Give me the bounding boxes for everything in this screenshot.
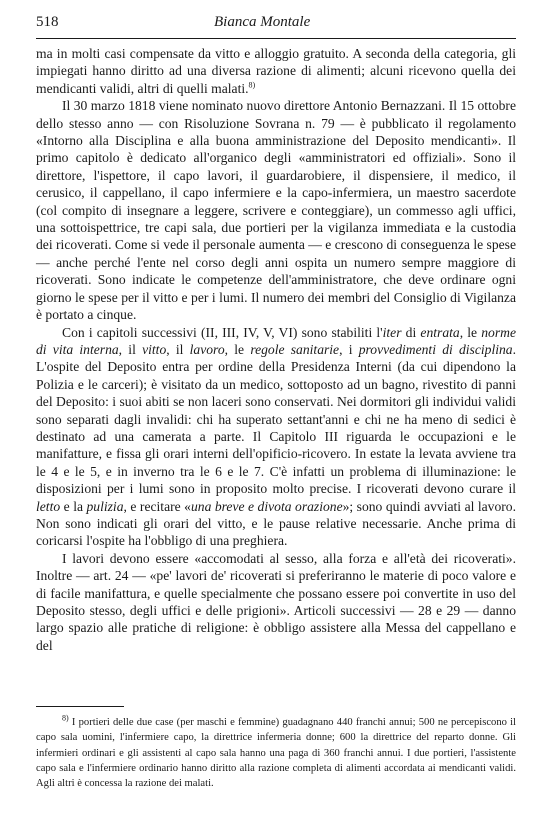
p3-segment: , le bbox=[224, 341, 251, 357]
p3-segment: e la bbox=[60, 498, 87, 514]
page-number: 518 bbox=[36, 14, 59, 30]
paragraph-3 bbox=[36, 324, 516, 550]
footnote-text: I portieri delle due case (per maschi e femmine) guadagnano 440 franchi annui; 500 ne percepiscono il capo sala uomini, l'infermiere capo, la direttrice infermeria donne; 600 la direttrice del reparto donne. Gli infermieri ordinari e gli assistenti al capo sala hanno una paga di 360 franchi annui. I due portieri, l'assistente capo sala e l'infermiere ordinario hanno diritto alla razione completa di alimenti accordata ai mendicanti validi. Agli altri è concessa la razione dei malati. bbox=[36, 717, 516, 790]
p3-segment: , il bbox=[166, 341, 190, 357]
p3-italic-segment: letto bbox=[36, 498, 61, 514]
p3-segment: , e recitare « bbox=[123, 498, 191, 514]
body-text bbox=[36, 45, 516, 654]
p3-italic-segment: una breve e divota orazione bbox=[190, 498, 343, 514]
p3-segment: . L'ospite del Deposito entra per ordine della Presidenza Interni (da cui dipendono la Polizia e le carceri); è visitato da un medico, sottoposto ad un bagno, rivestito di panni del Deposito: i suoi abiti se non laceri sono conservati. Nei dormitori gli individui validi sono separati dagli invalidi: chi ha superato settant'anni e chi ne ha meno di sedici è destinato ad una camerata a parte. Il Capitolo III riguarda le occupazioni e le manifatture, e fissa gli orari interni dell'opificio-ricovero. In estate la levata avviene tra le 4 e le 5, e in inverno tra le 6 e le 7. C'è infatti un problema di illuminazione: le disposizioni per i lumi sono in proposito molto precise. I ricoverati devono curare il bbox=[36, 341, 517, 497]
footnote-marker: 8) bbox=[62, 713, 69, 723]
footnote-reference: 8) bbox=[248, 80, 256, 90]
p3-italic-segment: vitto bbox=[142, 341, 167, 357]
footnote bbox=[36, 715, 516, 791]
p3-italic-segment: iter bbox=[382, 324, 402, 340]
p3-italic-segment: norme di vita interna bbox=[36, 324, 516, 357]
p3-segment: di bbox=[401, 324, 421, 340]
running-head bbox=[36, 14, 516, 36]
p3-segment: , i bbox=[339, 341, 359, 357]
footnote-rule bbox=[36, 706, 124, 707]
p3-segment: Con i capitoli successivi (II, III, IV, V, VI) sono stabiliti l' bbox=[62, 324, 383, 340]
paragraph-4: I lavori devono essere «accomodati al sesso, alla forza e all'età dei ricoverati». Inoltre — art. 24 — «pe' lavori de' ricoverati si preferiranno le materie di poco valore e di facile manifattura, e quelle specialmente che possano essere poi convertite in uso del Deposito stesso, degli uffici e delle prigioni». Articoli successivi — 28 e 29 — danno largo spazio alle pratiche di religione: è obbligo assistere alla Messa del cappellano e del bbox=[36, 550, 516, 653]
running-title: Bianca Montale bbox=[214, 14, 311, 30]
p3-segment: »; sono quindi avviati al lavoro. Non sono indicati gli orari del vitto, e le pause relative necessarie. Anche prima di coricarsi l'ospite ha l'obbligo di una preghiera. bbox=[36, 498, 516, 549]
p3-segment: , le bbox=[459, 324, 482, 340]
p3-italic-segment: pulizia bbox=[86, 498, 124, 514]
p3-segment: , il bbox=[118, 341, 143, 357]
header-rule bbox=[36, 38, 516, 39]
p3-italic-segment: lavoro bbox=[189, 341, 225, 357]
paragraph-2: Il 30 marzo 1818 viene nominato nuovo direttore Antonio Bernazzani. Il 15 ottobre dello stesso anno — con Risoluzione Sovrana n. 79 — è pubblicato il regolamento «Intorno alla Disciplina e alla buona amministrazione del Deposito mendicanti». Il primo capitolo è dedicato all'organico degli «amministratori ed offiziali». Sono il direttore, l'ispettore, il capo lavori, il guardarobiere, il dispensiere, il medico, il cerusico, il cappellano, il capo infermiere e la capo-infermiera, un maestro sacerdote (col compito di insegnare a leggere, scrivere e conteggiare), un commesso agli uffici, una sottoispettrice, tre capi sala, due portieri per la vigilanza immediata e la custodia dei ricoverati. Come si vede il personale aumenta — e crescono di conseguenza le spese — anche perché l'ente nel corso degli anni ospita un numero sempre maggiore di ricoverati. Sono indicate le competenze dell'amministratore, che deve ordinare ogni giorno le spese per il vitto e per i lumi. Il numero dei membri del Consiglio di Vigilanza è portato a cinque. bbox=[36, 98, 516, 323]
paragraph-1-text: ma in molti casi compensate da vitto e alloggio gratuito. A seconda della categoria, gli impiegati hanno diritto ad una diversa razione di alimenti; alcuni ricevono quella dei mendicanti validi, altri di quelli malati. bbox=[36, 46, 516, 96]
p3-italic-segment: provvedimenti di disciplina bbox=[358, 341, 513, 357]
p3-italic-segment: regole sanitarie bbox=[250, 341, 340, 357]
p3-italic-segment: entrata bbox=[420, 324, 460, 340]
paragraph-1 bbox=[36, 45, 516, 97]
